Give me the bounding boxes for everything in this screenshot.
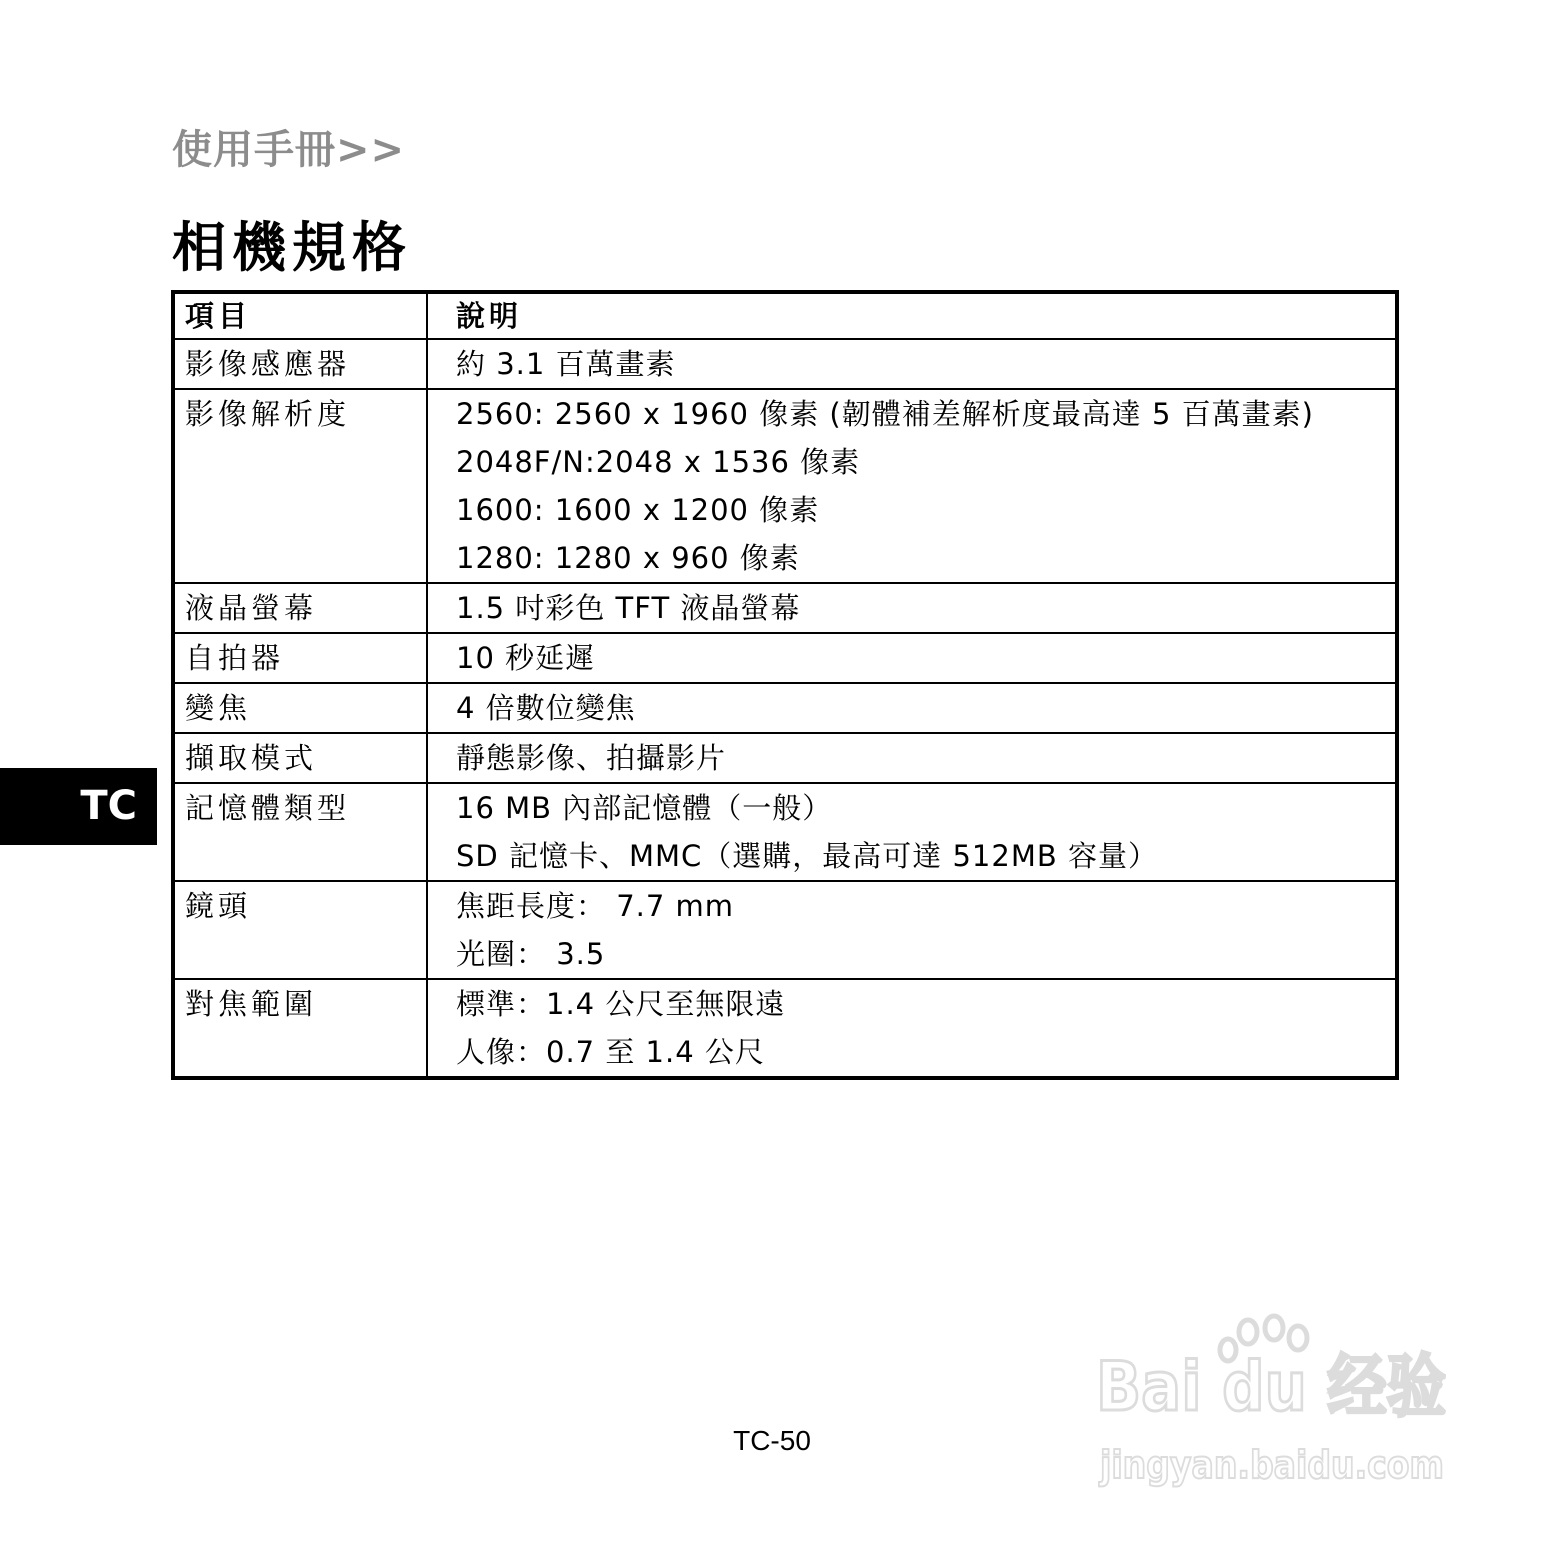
description-line: 1280: 1280 x 960 像素 <box>456 541 800 575</box>
row-item-label: 變焦 <box>173 683 427 733</box>
table-row <box>173 583 1397 633</box>
watermark-url: jingyan.baidu.com <box>1098 1443 1444 1487</box>
row-item-label: 記憶體類型 <box>173 783 427 881</box>
row-description <box>427 633 1397 683</box>
description-line: 2048F/N:2048 x 1536 像素 <box>456 445 861 479</box>
table-header-row <box>173 292 1397 339</box>
page-title: 相機規格 <box>172 216 412 279</box>
breadcrumb: 使用手冊>> <box>172 127 406 173</box>
description-line: 4 倍數位變焦 <box>456 691 636 725</box>
row-description <box>427 881 1397 979</box>
description-line: 約 3.1 百萬畫素 <box>456 347 676 381</box>
table-row <box>173 683 1397 733</box>
description-line: 光圈： 3.5 <box>456 937 606 971</box>
spec-table <box>171 290 1399 1080</box>
row-item-label: 影像解析度 <box>173 389 427 583</box>
row-item-label: 鏡頭 <box>173 881 427 979</box>
column-header-description: 說明 <box>427 292 1397 339</box>
row-description <box>427 979 1397 1078</box>
row-description <box>427 733 1397 783</box>
column-header-item: 項目 <box>173 292 427 339</box>
language-tab: TC <box>0 768 157 845</box>
table-row <box>173 979 1397 1078</box>
page-number: TC-50 <box>733 1425 811 1456</box>
row-description <box>427 683 1397 733</box>
table-row <box>173 733 1397 783</box>
row-description <box>427 583 1397 633</box>
row-description <box>427 339 1397 389</box>
table-row <box>173 783 1397 881</box>
row-description <box>427 783 1397 881</box>
description-line: 人像：0.7 至 1.4 公尺 <box>456 1035 765 1069</box>
description-line: SD 記憶卡、MMC（選購，最高可達 512MB 容量） <box>456 839 1158 873</box>
row-item-label: 影像感應器 <box>173 339 427 389</box>
row-item-label: 擷取模式 <box>173 733 427 783</box>
description-line: 2560: 2560 x 1960 像素 (韌體補差解析度最高達 5 百萬畫素) <box>456 397 1314 431</box>
description-line: 1.5 吋彩色 TFT 液晶螢幕 <box>456 591 801 625</box>
table-row <box>173 339 1397 389</box>
watermark-brand: Bai du 经验 <box>1096 1348 1446 1427</box>
description-line: 標準：1.4 公尺至無限遠 <box>456 987 786 1021</box>
description-line: 10 秒延遲 <box>456 641 596 675</box>
table-row <box>173 881 1397 979</box>
row-item-label: 對焦範圍 <box>173 979 427 1078</box>
description-line: 1600: 1600 x 1200 像素 <box>456 493 820 527</box>
table-row <box>173 633 1397 683</box>
baidu-jingyan-watermark <box>1096 1310 1456 1500</box>
row-description <box>427 389 1397 583</box>
row-item-label: 液晶螢幕 <box>173 583 427 633</box>
table-row <box>173 389 1397 583</box>
description-line: 靜態影像、拍攝影片 <box>456 741 727 775</box>
description-line: 焦距長度： 7.7 mm <box>456 889 735 923</box>
description-line: 16 MB 內部記憶體（一般） <box>456 791 833 825</box>
row-item-label: 自拍器 <box>173 633 427 683</box>
